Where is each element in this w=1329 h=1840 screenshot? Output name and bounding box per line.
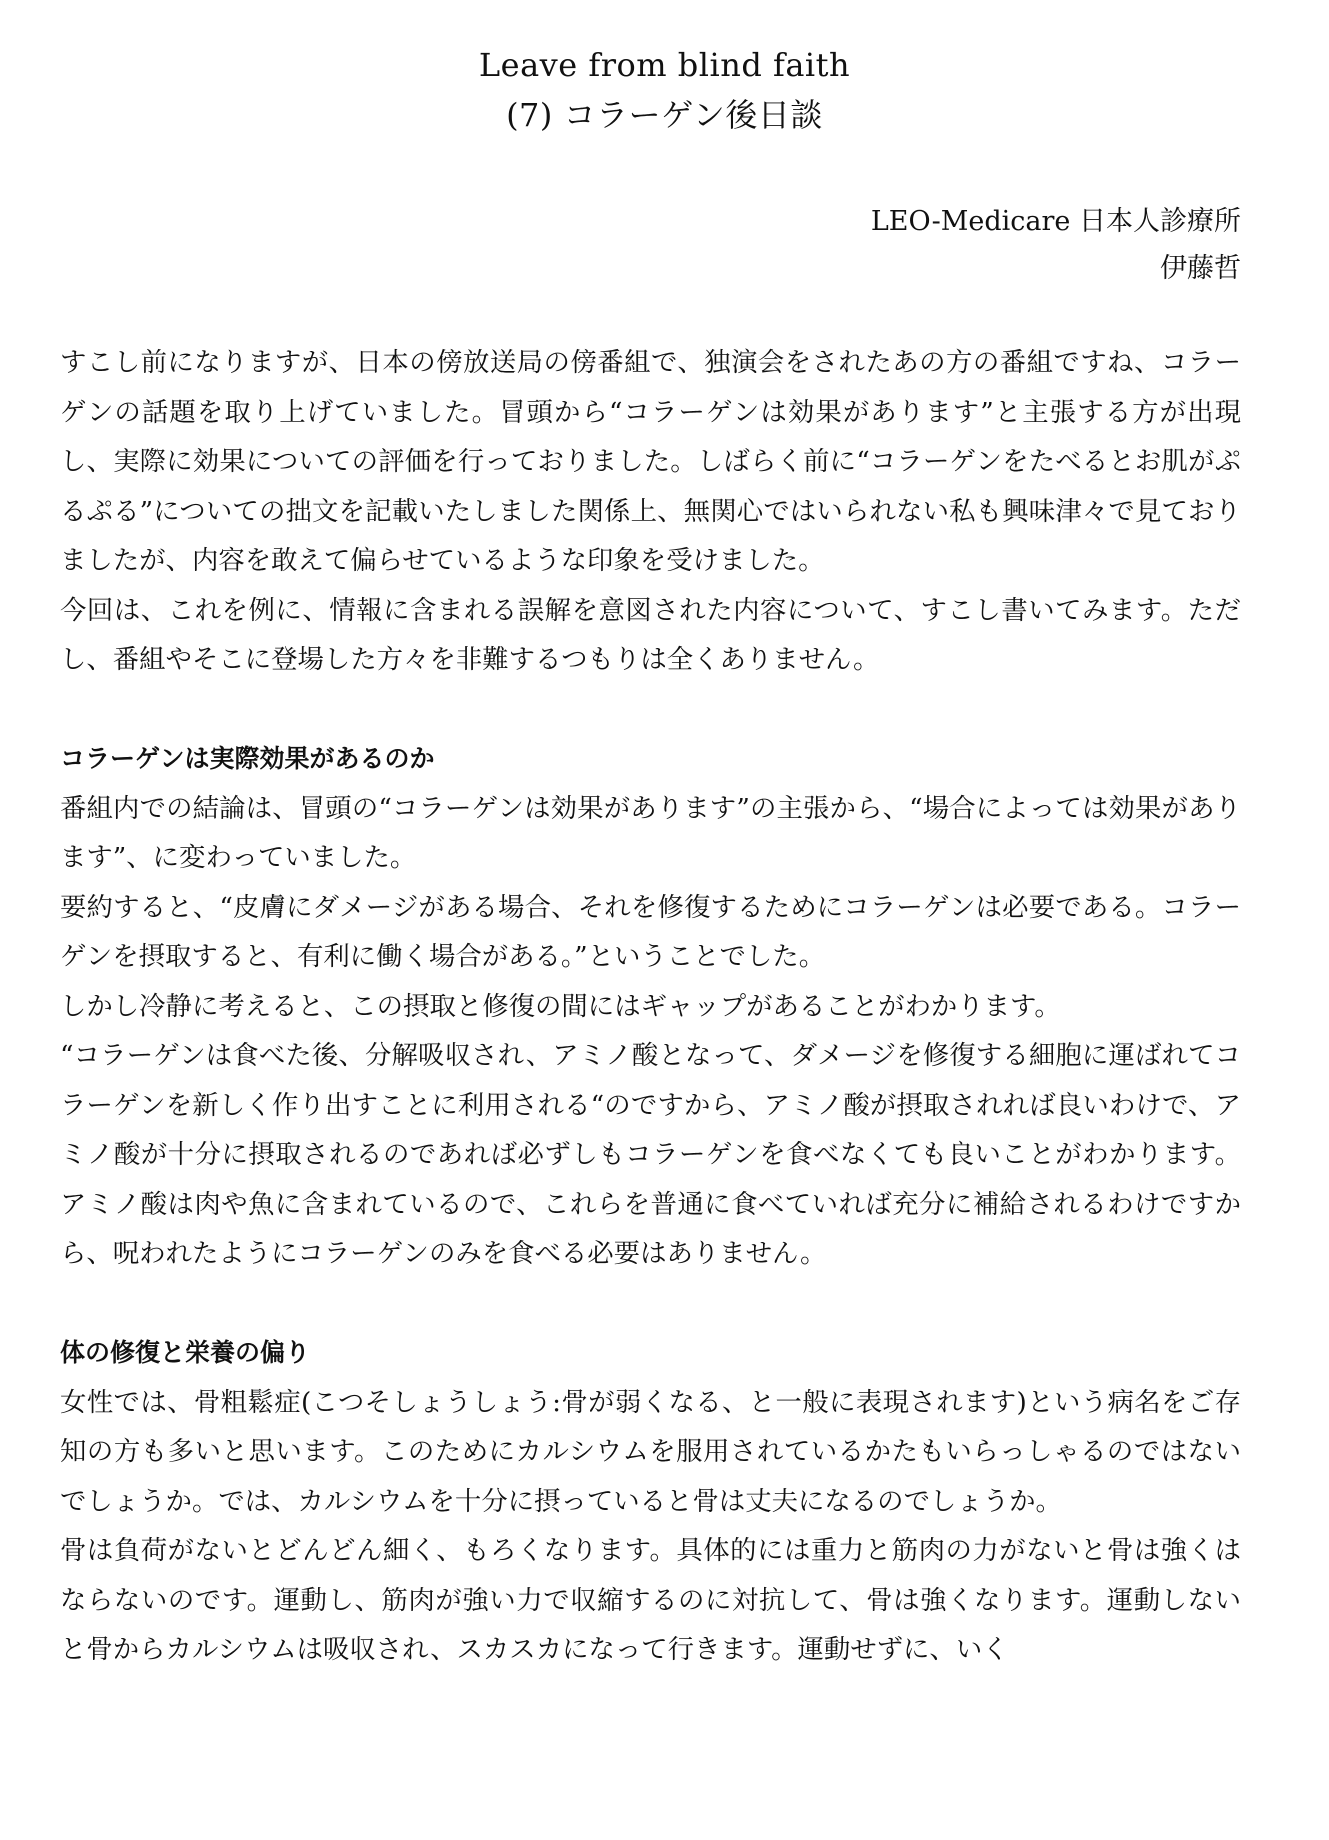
- section2-paragraph-1: 女性では、骨粗鬆症(こつそしょうしょう:骨が弱くなる、と一般に表現されます)という病名をご存知の方も多いと思います。このためにカルシウムを服用されているかたもいらっしゃるのではないでしょうか。では、カルシウムを十分に摂っていると骨は丈夫になるのでしょうか。: [60, 1386, 1241, 1517]
- affiliation: LEO-Medicare 日本人診療所: [870, 206, 1241, 237]
- section1-paragraph-2: 要約すると、“皮膚にダメージがある場合、それを修復するためにコラーゲンは必要である。コラーゲンを摂取すると、有利に働く場合がある。”ということでした。: [60, 891, 1241, 972]
- section1-paragraph-4: “コラーゲンは食べた後、分解吸収され、アミノ酸となって、ダメージを修復する細胞に運ばれてコラーゲンを新しく作り出すことに利用される“のですから、アミノ酸が摂取されれば良いわけで、アミノ酸が十分に摂取されるのであれば必ずしもコラーゲンを食べなくても良いことがわかります。アミノ酸は肉や魚に含まれているので、これらを普通に食べていれば充分に補給されるわけですから、呪われたようにコラーゲンのみを食べる必要はありません。: [60, 1040, 1241, 1269]
- intro-paragraph-2: 今回は、これを例に、情報に含まれる誤解を意図された内容について、すこし書いてみます。ただし、番組やそこに登場した方々を非難するつもりは全くありません。: [60, 594, 1241, 675]
- section-heading-body-repair: 体の修復と栄養の偏り: [60, 1338, 311, 1367]
- section1-paragraph-1: 番組内での結論は、冒頭の“コラーゲンは効果があります”の主張から、“場合によっては効果があります”、に変わっていました。: [60, 792, 1241, 873]
- title-english: Leave from blind faith: [478, 46, 851, 84]
- section-spacer: [60, 1279, 1241, 1329]
- byline: [60, 198, 1241, 292]
- intro-paragraph-1: すこし前になりますが、日本の傍放送局の傍番組で、独演会をされたあの方の番組ですね、コラーゲンの話題を取り上げていました。冒頭から“コラーゲンは効果があります”と主張する方が出現し、実際に効果についての評価を行っておりました。しばらく前に“コラーゲンをたべるとお肌がぷるぷる”についての拙文を記載いたしました関係上、無関心ではいられない私も興味津々で見ておりましたが、内容を敢えて偏らせているような印象を受けました。: [60, 347, 1241, 576]
- article-body: [60, 338, 1241, 1675]
- title-japanese: (7) コラーゲン後日談: [506, 96, 823, 134]
- section1-paragraph-3: しかし冷静に考えると、この摂取と修復の間にはギャップがあることがわかります。: [60, 990, 1061, 1022]
- title-block: [88, 40, 1241, 140]
- author-name: 伊藤哲: [1160, 253, 1241, 284]
- section-spacer: [60, 685, 1241, 735]
- section2-paragraph-2: 骨は負荷がないとどんどん細く、もろくなります。具体的には重力と筋肉の力がないと骨は強くはならないのです。運動し、筋肉が強い力で収縮するのに対抗して、骨は強くなります。運動しないと骨からカルシウムは吸収され、スカスカになって行きます。運動せずに、いく: [60, 1535, 1241, 1665]
- section-heading-collagen-effect: コラーゲンは実際効果があるのか: [60, 744, 435, 773]
